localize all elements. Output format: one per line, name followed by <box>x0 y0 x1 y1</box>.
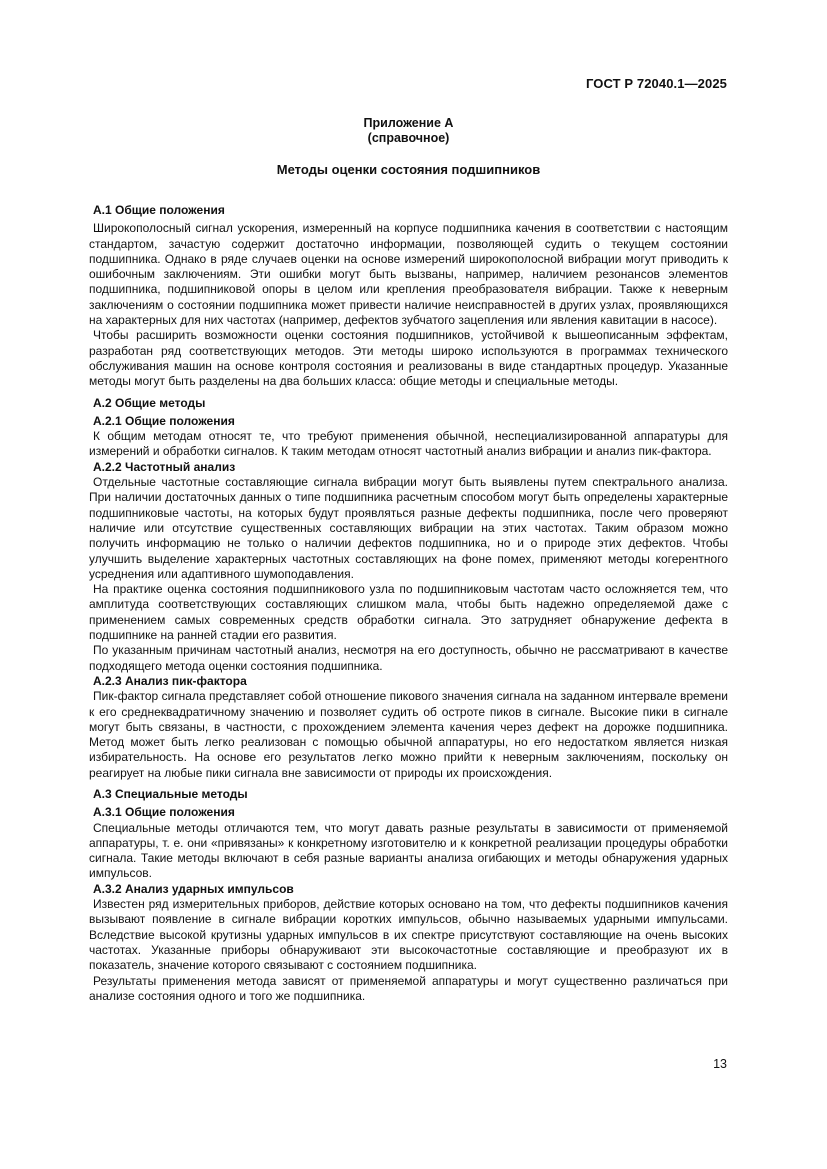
subsection-heading-a31: А.3.1 Общие положения <box>93 805 235 820</box>
paragraph: Пик-фактор сигнала представляет собой отношение пикового значения сигнала на заданном интервале времени к его среднеквадратичному значению и позволяет судить об остроте пиков в сигнале. Высокие пики в сигнале могут быть связаны, в частности, с прохождением элемента качения через дефект на дорожке подшипника. Метод может быть легко реализован с помощью обычной аппаратуры, но его недостатком является низкая избирательность. На основе его результатов легко можно прийти к неверным заключениям, поскольку он реагирует на любые пики сигнала вне зависимости от природы их происхождения. <box>89 689 728 780</box>
page-number: 13 <box>713 1057 727 1071</box>
appendix-label: Приложение А <box>363 116 454 130</box>
paragraph: Известен ряд измерительных приборов, действие которых основано на том, что дефекты подшипников качения вызывают появление в сигнале вибрации коротких импульсов, обычно называемых ударными импульсами. Вследствие высокой крутизны ударных импульсов в их спектре присутствуют составляющие на очень высоких частотах. Указанные приборы обнаруживают эти высокочастотные составляющие и преобразуют их в показатель, значение которого связывают с состоянием подшипника. <box>89 897 728 973</box>
subsection-heading-a32: А.3.2 Анализ ударных импульсов <box>93 881 294 896</box>
paragraph: На практике оценка состояния подшипникового узла по подшипниковым частотам часто осложняется тем, что амплитуда соответствующих составляющих слишком мала, чтобы быть надежно определяемой даже с применением самых современных средств обработки сигнала. Это затрудняет обнаружение дефекта в подшипнике на ранней стадии его развития. <box>89 582 728 643</box>
subsection-heading-a22: А.2.2 Частотный анализ <box>93 459 236 474</box>
subsection-heading-a21: А.2.1 Общие положения <box>93 413 235 428</box>
paragraph: Результаты применения метода зависят от применяемой аппаратуры и могут существенно различаться при анализе состояния одного и того же подшипника. <box>89 973 728 1003</box>
appendix-note: (справочное) <box>367 131 450 145</box>
paragraph: По указанным причинам частотный анализ, несмотря на его доступность, обычно не рассматривают в качестве подходящего метода оценки состояния подшипника. <box>89 643 728 673</box>
paragraph: Отдельные частотные составляющие сигнала вибрации могут быть выявлены путем спектрального анализа. При наличии достаточных данных о типе подшипника расчетным способом могут быть определены характерные подшипниковые частоты, на которых будут проявляться разные дефекты подшипника, после чего проверяют наличие или отсутствие существенных составляющих вибрации на этих частотах. Таким образом можно получить информацию не только о наличии дефектов подшипника, но и о природе этих дефектов. Чтобы улучшить выделение характерных частотных составляющих на фоне помех, применяют методы когерентного усреднения или адаптивного шумоподавления. <box>89 475 728 581</box>
paragraph: Широкополосный сигнал ускорения, измеренный на корпусе подшипника качения в соответствии с настоящим стандартом, зачастую содержит достаточно информации, позволяющей судить о текущем состоянии подшипника. Однако в ряде случаев оценки на основе измерений широкополосной вибрации могут приводить к ошибочным заключениям. Эти ошибки могут быть вызваны, например, наличием резонансов элементов подшипника, подшипниковой опоры в целом или крепления преобразователя вибрации. Также к неверным заключениям о состоянии подшипника может привести наличие неисправностей в других узлах, проявляющихся на характерных для них частотах (например, дефектов зубчатого зацепления или явления кавитации в насосе). <box>89 221 728 328</box>
paragraph: К общим методам относят те, что требуют применения обычной, неспециализированной аппаратуры для измерений и обработки сигналов. К таким методам относят частотный анализ вибрации и анализ пик-фактора. <box>89 429 728 459</box>
section-heading-a1: А.1 Общие положения <box>93 203 225 217</box>
appendix-heading <box>89 116 728 146</box>
section-heading-a3: А.3 Специальные методы <box>93 786 248 801</box>
document-body <box>89 203 728 1004</box>
section-heading-a2: А.2 Общие методы <box>93 395 206 410</box>
document-code: ГОСТ Р 72040.1—2025 <box>585 76 727 91</box>
paragraph: Чтобы расширить возможности оценки состояния подшипников, устойчивой к вышеописанным эффектам, разработан ряд соответствующих методов. Эти методы широко используются в программах технического обслуживания машин на основе контроля состояния и реализованы в виде стандартных процедур. Указанные методы могут быть разделены на два больших класса: общие методы и специальные методы. <box>89 328 728 389</box>
page-title: Методы оценки состояния подшипников <box>276 162 541 177</box>
paragraph: Специальные методы отличаются тем, что могут давать разные результаты в зависимости от применяемой аппаратуры, т. е. они «привязаны» к конкретному изготовителю и к конкретной реализации процедуры обработки сигнала. Такие методы включают в себя разные варианты анализа огибающих и методы обнаружения ударных импульсов. <box>89 820 728 881</box>
subsection-heading-a23: А.2.3 Анализ пик-фактора <box>93 673 247 688</box>
